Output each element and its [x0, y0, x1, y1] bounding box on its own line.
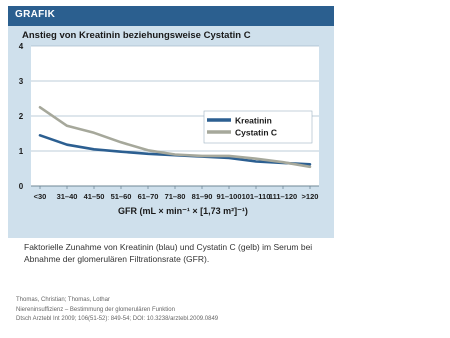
- data-point-cystatin-c: [66, 125, 68, 127]
- x-tick-label: 51–60: [110, 192, 132, 201]
- data-point-cystatin-c: [93, 132, 95, 134]
- x-tick-label: 91–100: [216, 192, 242, 201]
- data-point-cystatin-c: [309, 166, 311, 168]
- data-point-kreatinin: [93, 148, 95, 150]
- data-point-kreatinin: [255, 161, 257, 163]
- header-label: GRAFIK: [15, 9, 56, 20]
- x-tick-label: 81–90: [191, 192, 213, 201]
- data-point-kreatinin: [120, 151, 122, 153]
- data-point-kreatinin: [39, 134, 41, 136]
- x-tick-label: 71–80: [164, 192, 186, 201]
- legend-label-kreatinin: Kreatinin: [235, 115, 272, 126]
- data-point-cystatin-c: [174, 154, 176, 156]
- y-tick-label: 0: [18, 182, 24, 191]
- data-point-cystatin-c: [228, 155, 230, 157]
- data-point-cystatin-c: [39, 106, 41, 108]
- data-point-kreatinin: [228, 157, 230, 159]
- data-point-kreatinin: [66, 144, 68, 146]
- y-tick-label: 1: [18, 147, 24, 156]
- source-citation: Dtsch Arztebl Int 2009; 106(51-52): 849-54; DOI: 10.3238/arztebl.2009.0849: [16, 316, 219, 322]
- data-point-cystatin-c: [201, 155, 203, 157]
- x-tick-label: 101–110: [241, 192, 271, 201]
- x-tick-label: 111–120: [268, 192, 298, 201]
- y-tick-label: 4: [18, 42, 24, 51]
- y-tick-label: 2: [18, 112, 24, 121]
- x-axis-label: GFR (mL × min⁻¹ × [1,73 m²]⁻¹): [118, 206, 248, 216]
- y-tick-label: 3: [18, 77, 24, 86]
- data-point-cystatin-c: [147, 150, 149, 152]
- x-tick-label: 61–70: [137, 192, 159, 201]
- figure: [8, 6, 334, 282]
- x-tick-label: <30: [33, 192, 47, 201]
- chart-svg: [8, 6, 334, 238]
- chart-title: Anstieg von Kreatinin beziehungsweise Cystatin C: [22, 30, 251, 41]
- x-tick-label: >120: [301, 192, 319, 201]
- data-point-cystatin-c: [255, 158, 257, 160]
- source-block: [16, 296, 316, 325]
- source-authors: Thomas, Christian; Thomas, Lothar: [16, 297, 110, 303]
- legend-label-cystatin-c: Cystatin C: [235, 127, 278, 138]
- source-title: Niereninsuffizienz – Bestimmung der glomerulären Funktion: [16, 306, 175, 313]
- data-point-kreatinin: [309, 164, 311, 166]
- figure-caption: Faktorielle Zunahme von Kreatinin (blau) und Cystatin C (gelb) im Serum bei Abnahme der glomerulären Filtrationsrate (GFR).: [24, 242, 313, 264]
- data-point-cystatin-c: [120, 141, 122, 143]
- x-tick-label: 41–50: [83, 192, 105, 201]
- data-point-cystatin-c: [282, 161, 284, 163]
- data-point-kreatinin: [147, 153, 149, 155]
- x-tick-label: 31–40: [56, 192, 78, 201]
